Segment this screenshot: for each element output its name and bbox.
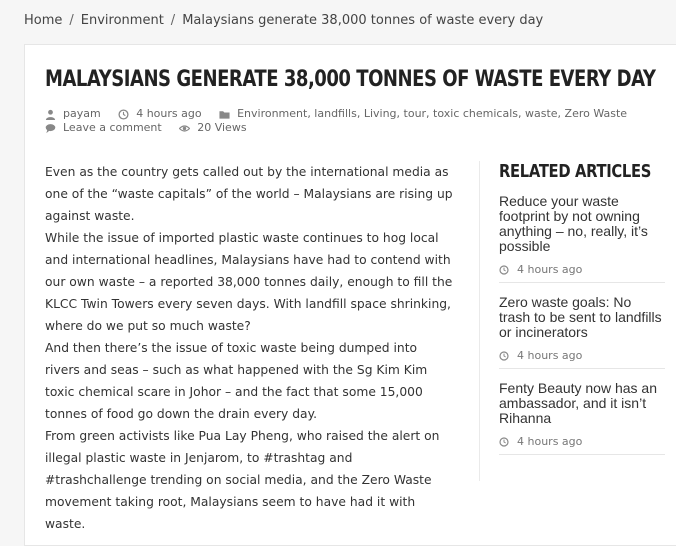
breadcrumb-separator: / (69, 13, 74, 28)
related-item (499, 194, 665, 283)
eye-icon (179, 123, 190, 134)
article-card (24, 44, 676, 546)
views-count: 20 Views (197, 121, 247, 134)
folder-icon (219, 109, 230, 120)
clock-icon (499, 351, 509, 361)
article-paragraph: And then there’s the issue of toxic waste being dumped into rivers and seas – such as what happened with the Sg Kim Kim toxic chemical scare in Johor – and the fact that some 15,000 tonnes of food go down the drain every day. (45, 341, 428, 421)
meta-comment (45, 121, 162, 135)
clock-icon (499, 265, 509, 275)
user-icon (45, 109, 56, 120)
article-body (45, 161, 455, 535)
breadcrumb-separator: / (170, 13, 176, 28)
related-item-time (499, 435, 665, 448)
meta-categories (219, 107, 627, 121)
related-time-text: 4 hours ago (517, 263, 583, 276)
related-item (499, 295, 665, 369)
comment-icon (45, 123, 56, 134)
article-meta (45, 107, 641, 135)
author-link[interactable]: payam (63, 107, 101, 120)
leave-comment-link[interactable]: Leave a comment (63, 121, 162, 134)
related-time-text: 4 hours ago (517, 435, 583, 448)
related-item-link[interactable]: Zero waste goals: No trash to be sent to landfills or incinerators (499, 294, 662, 340)
article-paragraph: While the issue of imported plastic waste continues to hog local and international headlines, Malaysians have had to contend with our own waste – a reported 38,000 tonnes daily, enough to fill the KLCC Twin Towers every seven days. With landfill space shrinking, where do we put so much waste? (45, 231, 453, 333)
breadcrumb-category-link[interactable]: Environment (80, 13, 164, 28)
article-paragraph: From green activists like Pua Lay Pheng, who raised the alert on illegal plastic waste in Jenjarom, to #trashtag and #trashchallenge trending on social media, and the Zero Waste movement taking root, Malaysians seem to have had it with waste. (45, 429, 440, 531)
related-time-text: 4 hours ago (517, 349, 583, 362)
related-item (499, 381, 665, 455)
meta-author (45, 107, 101, 121)
sidebar-divider (479, 161, 480, 481)
meta-views (179, 121, 246, 135)
article-paragraph: Even as the country gets called out by the international media as one of the “waste capitals” of the world – Malaysians are rising up against waste. (45, 165, 453, 223)
meta-time (118, 107, 201, 121)
breadcrumb-home-link[interactable]: Home (24, 13, 63, 28)
related-item-link[interactable]: Fenty Beauty now has an ambassador, and it isn’t Rihanna (499, 380, 657, 426)
breadcrumb-current: Malaysians generate 38,000 tonnes of waste every day (182, 13, 544, 28)
meta-time-text: 4 hours ago (136, 107, 202, 120)
related-heading: RELATED ARTICLES (499, 161, 652, 182)
clock-icon (118, 109, 129, 120)
related-item-time (499, 349, 665, 362)
category-links[interactable]: Environment, landfills, Living, tour, toxic chemicals, waste, Zero Waste (237, 107, 628, 120)
related-item-time (499, 263, 665, 276)
page-title: MALAYSIANS GENERATE 38,000 TONNES OF WASTE EVERY DAY (45, 67, 656, 92)
related-item-link[interactable]: Reduce your waste footprint by not owning anything – no, really, it’s possible (499, 193, 648, 254)
related-articles (499, 161, 665, 467)
breadcrumb (24, 13, 543, 28)
clock-icon (499, 437, 509, 447)
